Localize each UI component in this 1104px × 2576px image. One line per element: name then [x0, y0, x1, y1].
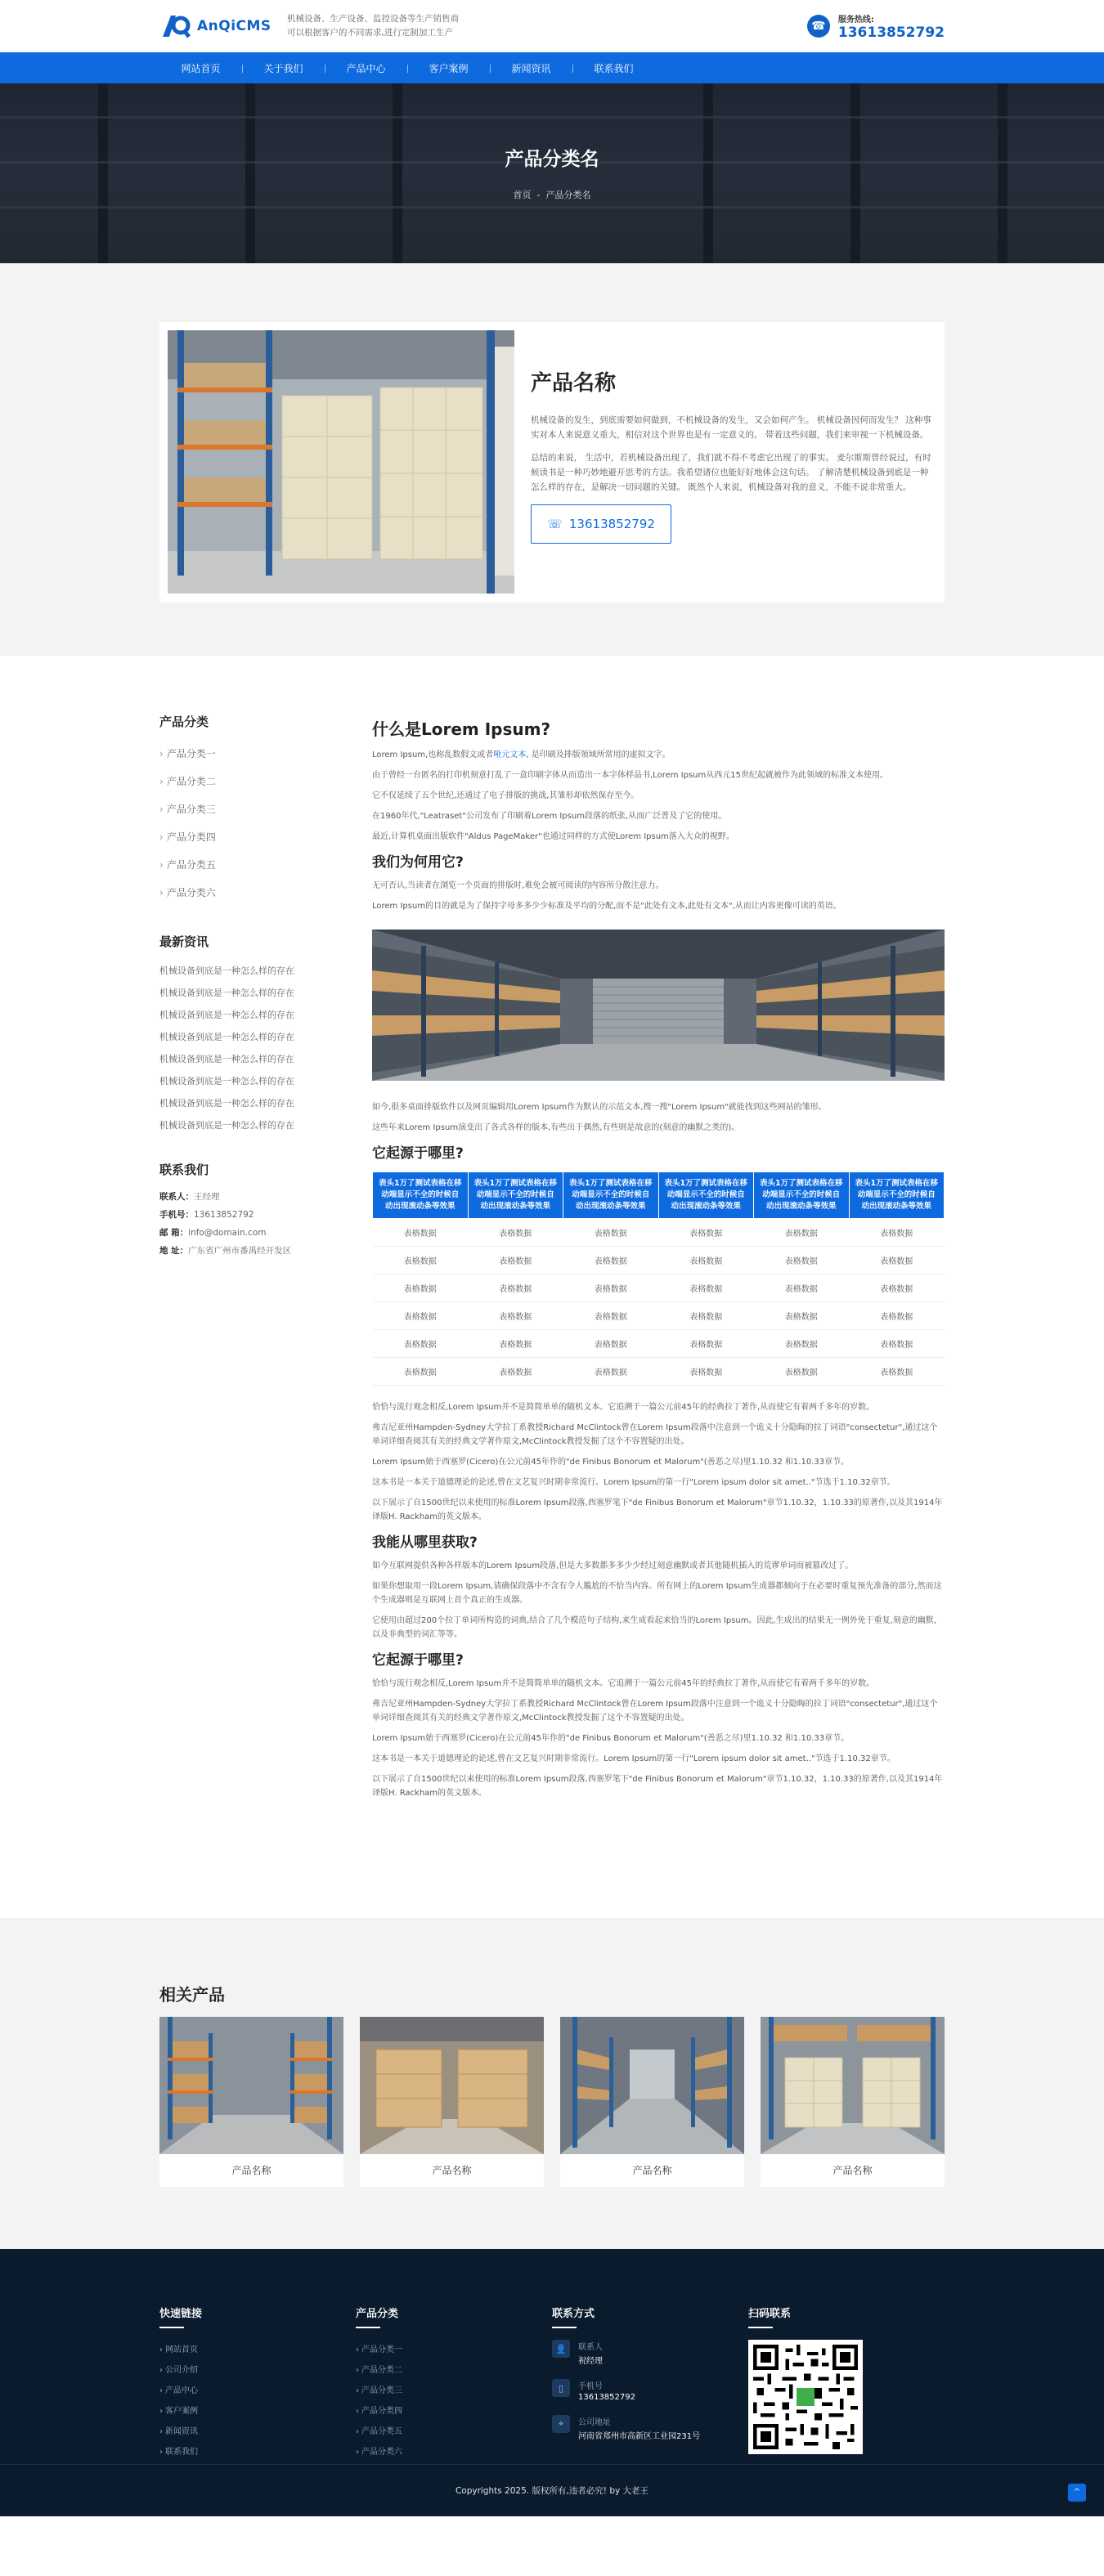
- table-header: 表头1万了测试表格在移动端显示不全的时候自动出现滚动条等效果: [754, 1172, 850, 1219]
- phone-icon: ☎: [807, 15, 830, 38]
- footer-category-link[interactable]: › 产品分类一: [356, 2345, 402, 2354]
- site-logo[interactable]: [159, 14, 287, 38]
- footer-col-title: 快速链接: [159, 2305, 356, 2328]
- article-paragraph: Lorem Ipsum始于西塞罗(Cicero)在公元前45年作的"de Finibus Bonorum et Malorum"(善恶之尽)里1.10.32 和1.10.33章节。: [372, 1734, 850, 1743]
- article-paragraph: 如今互联网提供各种各样版本的Lorem Ipsum段落,但是大多数都多多少少经过刻意幽默或者其他随机插入的荒谬单词而被篡改过了。: [372, 1561, 854, 1570]
- article-paragraph: Lorem Ipsum,也称乱数假文或者哑元文本, 是印刷及排版领域所常用的虚拟文字。: [372, 750, 671, 759]
- news-list: [159, 960, 334, 1136]
- chevron-right-icon: ›: [356, 2386, 359, 2395]
- footer-contact-person: 祝经理: [578, 2357, 603, 2366]
- breadcrumb-separator: -: [536, 190, 541, 200]
- footer-col-title: 联系方式: [552, 2305, 748, 2328]
- related-product-image: [560, 2017, 744, 2154]
- table-header: 表头1万了测试表格在移动端显示不全的时候自动出现滚动条等效果: [468, 1172, 563, 1219]
- logo-text: AnQiCMS: [197, 18, 272, 34]
- category-item[interactable]: › 产品分类五: [159, 859, 216, 871]
- footer-category-link[interactable]: › 产品分类二: [356, 2366, 402, 2375]
- call-button-number: 13613852792: [568, 517, 655, 531]
- table-cell: 表格数据: [468, 1219, 563, 1247]
- table-cell: 表格数据: [373, 1302, 469, 1330]
- category-item[interactable]: › 产品分类六: [159, 887, 216, 898]
- article-heading: 什么是Lorem Ipsum?: [372, 719, 551, 739]
- table-row: [373, 1219, 945, 1247]
- table-cell: 表格数据: [849, 1358, 945, 1386]
- table-cell: 表格数据: [658, 1302, 754, 1330]
- news-item[interactable]: 机械设备到底是一种怎么样的存在: [159, 1120, 294, 1131]
- sidebar: [159, 713, 334, 1807]
- qr-code: [748, 2340, 863, 2454]
- chevron-right-icon: ›: [159, 859, 164, 871]
- footer-contact-label: 手机号: [578, 2382, 603, 2391]
- table-cell: 表格数据: [468, 1275, 563, 1302]
- breadcrumb: [0, 188, 1104, 201]
- article-paragraph: 恰恰与流行观念相反,Lorem Ipsum并不是简简单单的随机文本。它追溯于一篇公元前45年的经典拉丁著作,从而使它有着两千多年的岁数。: [372, 1403, 875, 1412]
- nav-item[interactable]: 关于我们: [242, 61, 325, 75]
- related-product-name: 产品名称: [632, 2165, 672, 2176]
- news-item[interactable]: 机械设备到底是一种怎么样的存在: [159, 965, 294, 976]
- chevron-right-icon: ›: [356, 2448, 359, 2457]
- article: [372, 713, 945, 1807]
- nav-item[interactable]: 联系我们: [572, 61, 655, 75]
- article-paragraph: 最近,计算机桌面出版软件"Aldus PageMaker"也通过同样的方式使Lorem Ipsum落入大众的视野。: [372, 832, 734, 841]
- article-paragraph: 它不仅延续了五个世纪,还通过了电子排版的挑战,其雏形却依然保存至今。: [372, 791, 640, 800]
- site-footer: [0, 2249, 1104, 2516]
- category-item[interactable]: › 产品分类二: [159, 776, 216, 787]
- related-title: 相关产品: [159, 1985, 225, 2005]
- contact-address: 广东省广州市番禺经开发区: [188, 1246, 292, 1256]
- footer-link[interactable]: › 联系我们: [159, 2448, 198, 2457]
- page-banner: [0, 83, 1104, 263]
- chevron-right-icon: ›: [159, 748, 164, 759]
- nav-item[interactable]: 新闻资讯: [490, 61, 572, 75]
- table-cell: 表格数据: [849, 1275, 945, 1302]
- table-cell: 表格数据: [754, 1358, 850, 1386]
- article-subheading: 我能从哪里获取?: [372, 1534, 478, 1551]
- table-row: [373, 1358, 945, 1386]
- footer-qr: [748, 2305, 945, 2462]
- table-header: 表头1万了测试表格在移动端显示不全的时候自动出现滚动条等效果: [563, 1172, 659, 1219]
- article-paragraph: 无可否认,当读者在浏览一个页面的排版时,难免会被可阅读的内容所分散注意力。: [372, 881, 664, 890]
- chevron-right-icon: ›: [159, 804, 164, 815]
- hotline-label: 服务热线:: [837, 15, 874, 25]
- article-paragraph: 如今,很多桌面排版软件以及网页编辑用Lorem Ipsum作为默认的示范文本,搜一搜"Lorem Ipsum"就能找到这些网站的雏形。: [372, 1103, 827, 1112]
- footer-category-link[interactable]: › 产品分类三: [356, 2386, 402, 2395]
- contact-email[interactable]: info@domain.com: [188, 1228, 267, 1238]
- article-paragraph: 这些年来Lorem Ipsum演变出了各式各样的版本,有些出于偶然,有些则是故意的(刻意的幽默之类的)。: [372, 1123, 740, 1132]
- article-paragraph: 弗吉尼亚州Hampden-Sydney大学拉丁系教授Richard McClintock曾在Lorem Ipsum段落中注意到一个诡义十分隐晦的拉丁词语"consectetur",通过这个单词详细查阅其有关的经典文学著作原文,McClintock教授发掘了这个不容置疑的出处。: [372, 1423, 938, 1446]
- article-subheading: 它起源于哪里?: [372, 1652, 464, 1669]
- article-paragraph: 弗吉尼亚州Hampden-Sydney大学拉丁系教授Richard McClintock曾在Lorem Ipsum段落中注意到一个诡义十分隐晦的拉丁词语"consectetur",通过这个单词详细查阅其有关的经典文学著作原文,McClintock教授发掘了这个不容置疑的出处。: [372, 1700, 938, 1723]
- related-product-image: [761, 2017, 945, 2154]
- footer-contact-phone: 13613852792: [578, 2393, 635, 2402]
- category-item[interactable]: › 产品分类一: [159, 748, 216, 759]
- sidebar-category-title: 产品分类: [159, 715, 209, 729]
- chevron-right-icon: ›: [356, 2366, 359, 2375]
- table-header: 表头1万了测试表格在移动端显示不全的时候自动出现滚动条等效果: [373, 1172, 469, 1219]
- table-header: 表头1万了测试表格在移动端显示不全的时候自动出现滚动条等效果: [849, 1172, 945, 1219]
- footer-link[interactable]: › 客户案例: [159, 2407, 198, 2416]
- hotline-number: 13613852792: [837, 24, 945, 41]
- article-paragraph: 在1960年代,"Leatraset"公司发布了印刷着Lorem Ipsum段落的纸张,从而广泛普及了它的使用。: [372, 812, 727, 821]
- product-desc: 总结的来说， 生活中，若机械设备出现了，我们就不得不考虑它出现了的事实。 麦尔斯斯曾经说过，有时候读书是一种巧妙地避开思考的方法。我希望诸位也能好好地体会这句话。 了解清楚机械设备到底是一种怎么样的存在，是解决一切问题的关键。 既然个人来说，机械设备对我的意义，不能不说非常重大。: [531, 453, 931, 492]
- footer-link[interactable]: › 网站首页: [159, 2345, 198, 2354]
- news-item[interactable]: 机械设备到底是一种怎么样的存在: [159, 1098, 294, 1109]
- main-nav: [0, 52, 1104, 83]
- sidebar-news-title: 最新资讯: [159, 934, 209, 949]
- table-header: 表头1万了测试表格在移动端显示不全的时候自动出现滚动条等效果: [658, 1172, 754, 1219]
- nav-item[interactable]: 产品中心: [325, 61, 407, 75]
- contact-mobile: 13613852792: [194, 1210, 254, 1220]
- table-cell: 表格数据: [373, 1358, 469, 1386]
- chevron-right-icon: ›: [356, 2427, 359, 2436]
- slogan-line: 可以根据客户的不同需求,进行定制加工生产: [287, 28, 453, 38]
- table-cell: 表格数据: [849, 1219, 945, 1247]
- article-paragraph: 由于曾经一台匿名的打印机刻意打乱了一盒印刷字体从而造出一本字体样品书,Lorem Ipsum从西元15世纪起就被作为此领域的标准文本使用。: [372, 771, 888, 780]
- product-desc: 机械设备的发生，到底需要如何做到，不机械设备的发生，又会如何产生。 机械设备因何而发生？ 这种事实对本人来说意义重大，相信对这个世界也是有一定意义的。 带着这些问题，我们来审视一下机械设备。: [531, 415, 931, 440]
- news-item[interactable]: 机械设备到底是一种怎么样的存在: [159, 988, 294, 998]
- footer-col-title: 产品分类: [356, 2305, 552, 2328]
- related-product-name: 产品名称: [832, 2165, 873, 2176]
- contact-label: 地 址：: [159, 1246, 189, 1256]
- table-row: [373, 1275, 945, 1302]
- table-row: [373, 1247, 945, 1275]
- table-cell: 表格数据: [563, 1330, 659, 1358]
- news-item[interactable]: 机械设备到底是一种怎么样的存在: [159, 1054, 294, 1064]
- main-content: [0, 656, 1104, 1918]
- chevron-right-icon: ›: [159, 2345, 163, 2354]
- footer-link[interactable]: › 公司介绍: [159, 2366, 198, 2375]
- chevron-right-icon: ›: [159, 2366, 163, 2375]
- chevron-right-icon: ›: [159, 887, 164, 898]
- banner-title: 产品分类名: [505, 149, 599, 170]
- sidebar-contact-title: 联系我们: [159, 1163, 209, 1177]
- article-paragraph: Lorem Ipsum始于西塞罗(Cicero)在公元前45年作的"de Finibus Bonorum et Malorum"(善恶之尽)里1.10.32 和1.10.33章节。: [372, 1458, 850, 1467]
- category-list: [159, 740, 334, 907]
- related-product-name: 产品名称: [231, 2165, 272, 2176]
- chevron-right-icon: ›: [356, 2407, 359, 2416]
- call-button[interactable]: [531, 504, 671, 544]
- news-item[interactable]: 机械设备到底是一种怎么样的存在: [159, 1032, 294, 1042]
- related-product-card[interactable]: [560, 2017, 744, 2187]
- related-product-card[interactable]: [159, 2017, 343, 2187]
- table-cell: 表格数据: [849, 1247, 945, 1275]
- header-slogan: [287, 12, 475, 40]
- user-icon: 👤: [552, 2340, 570, 2358]
- site-header: [0, 0, 1104, 52]
- table-cell: 表格数据: [373, 1330, 469, 1358]
- footer-category-link[interactable]: › 产品分类四: [356, 2407, 402, 2416]
- chevron-right-icon: ›: [356, 2345, 359, 2354]
- related-products: [0, 1918, 1104, 2249]
- footer-quick-links: [159, 2305, 356, 2462]
- footer-contact-label: 公司地址: [578, 2418, 611, 2427]
- related-product-card[interactable]: [360, 2017, 544, 2187]
- article-subheading: 我们为何用它?: [372, 854, 464, 871]
- hotline: [807, 12, 945, 41]
- article-paragraph: 以下展示了自1500世纪以来使用的标准Lorem Ipsum段落,西塞罗笔下"de Finibus Bonorum et Malorum"章节1.10.32，1.10.33的原著作,以及其1914年译版H. Rackham的英文版本。: [372, 1499, 943, 1521]
- table-cell: 表格数据: [658, 1219, 754, 1247]
- footer-link[interactable]: › 产品中心: [159, 2386, 198, 2395]
- table-cell: 表格数据: [849, 1330, 945, 1358]
- table-cell: 表格数据: [658, 1358, 754, 1386]
- logo-icon: [159, 14, 191, 38]
- related-product-image: [360, 2017, 544, 2154]
- chevron-right-icon: ›: [159, 776, 164, 787]
- table-cell: 表格数据: [468, 1302, 563, 1330]
- table-row: [373, 1330, 945, 1358]
- breadcrumb-home[interactable]: 首页: [513, 190, 532, 200]
- table-cell: 表格数据: [373, 1275, 469, 1302]
- nav-item[interactable]: 网站首页: [181, 62, 221, 74]
- table-cell: 表格数据: [563, 1247, 659, 1275]
- chevron-right-icon: ›: [159, 831, 164, 843]
- back-to-top-button[interactable]: ^: [1068, 2484, 1086, 2502]
- table-cell: 表格数据: [658, 1330, 754, 1358]
- product-image: [168, 330, 514, 594]
- product-overview: [0, 263, 1104, 656]
- footer-col-title: 扫码联系: [748, 2305, 945, 2328]
- table-cell: 表格数据: [754, 1219, 850, 1247]
- article-paragraph: 它使用由超过200个拉丁单词所构造的词典,结合了几个模范句子结构,来生成看起来恰当的Lorem Ipsum。因此,生成出的结果无一例外免于重复,刻意的幽默,以及非典型的词汇等等。: [372, 1616, 937, 1639]
- slogan-line: 机械设备、生产设备、监控设备等生产销售商: [287, 14, 459, 24]
- article-subheading: 它起源于哪里?: [372, 1145, 464, 1162]
- table-cell: 表格数据: [563, 1275, 659, 1302]
- table-cell: 表格数据: [468, 1330, 563, 1358]
- table-cell: 表格数据: [658, 1275, 754, 1302]
- footer-categories: [356, 2305, 552, 2462]
- table-cell: 表格数据: [468, 1247, 563, 1275]
- table-cell: 表格数据: [468, 1358, 563, 1386]
- mobile-icon: ▯: [552, 2379, 570, 2397]
- data-table: [372, 1172, 945, 1386]
- category-item[interactable]: › 产品分类三: [159, 804, 216, 815]
- table-cell: 表格数据: [563, 1302, 659, 1330]
- chevron-right-icon: ›: [159, 2427, 163, 2436]
- footer-contact-label: 联系人: [578, 2343, 603, 2352]
- footer-category-link[interactable]: › 产品分类五: [356, 2427, 402, 2436]
- chevron-right-icon: ›: [159, 2448, 163, 2457]
- article-link[interactable]: 哑元文本: [493, 750, 527, 759]
- news-item[interactable]: 机械设备到底是一种怎么样的存在: [159, 1010, 294, 1020]
- table-cell: 表格数据: [373, 1247, 469, 1275]
- location-icon: ⌖: [552, 2415, 570, 2433]
- footer-category-link[interactable]: › 产品分类六: [356, 2448, 402, 2457]
- product-name: 产品名称: [531, 371, 617, 396]
- related-product-card[interactable]: [761, 2017, 945, 2187]
- article-paragraph: Lorem Ipsum的目的就是为了保持字母多多少少标准及平均的分配,而不是"此处有文本,此处有文本",从而让内容更像可读的英语。: [372, 902, 841, 911]
- copyright: Copyrights 2025. 版权所有,违者必究! by 大老王: [0, 2464, 1104, 2516]
- related-product-image: [159, 2017, 343, 2154]
- chevron-right-icon: ›: [159, 2407, 163, 2416]
- article-image: [372, 930, 945, 1081]
- contact-label: 邮 箱：: [159, 1228, 189, 1238]
- article-paragraph: 这本书是一本关于道德理论的论述,曾在文艺复兴时期非常流行。Lorem Ipsum的第一行"Lorem ipsum dolor sit amet.."节选于1.10.32章节。: [372, 1478, 895, 1487]
- article-paragraph: 这本书是一本关于道德理论的论述,曾在文艺复兴时期非常流行。Lorem Ipsum的第一行"Lorem ipsum dolor sit amet.."节选于1.10.32章节。: [372, 1754, 895, 1763]
- table-cell: 表格数据: [754, 1302, 850, 1330]
- article-paragraph: 如果你想取用一段Lorem Ipsum,请确保段落中不含有令人尴尬的不恰当内容。所有网上的Lorem Ipsum生成器都倾向于在必要时重复预先准备的部分,然而这个生成器则是互联网上首个真正的生成器。: [372, 1582, 942, 1605]
- contact-person: 王经理: [194, 1192, 220, 1202]
- contact-label: 联系人：: [159, 1192, 194, 1202]
- news-item[interactable]: 机械设备到底是一种怎么样的存在: [159, 1076, 294, 1086]
- footer-contact-address: 河南省郑州市高新区工业园231号: [578, 2432, 701, 2441]
- related-product-name: 产品名称: [432, 2165, 472, 2176]
- footer-link[interactable]: › 新闻资讯: [159, 2427, 198, 2436]
- phone-icon: ☏: [547, 517, 563, 531]
- table-cell: 表格数据: [658, 1247, 754, 1275]
- article-paragraph: 以下展示了自1500世纪以来使用的标准Lorem Ipsum段落,西塞罗笔下"de Finibus Bonorum et Malorum"章节1.10.32，1.10.33的原著作,以及其1914年译版H. Rackham的英文版本。: [372, 1775, 943, 1798]
- table-row: [373, 1302, 945, 1330]
- nav-item[interactable]: 客户案例: [407, 61, 490, 75]
- table-cell: 表格数据: [849, 1302, 945, 1330]
- table-cell: 表格数据: [754, 1275, 850, 1302]
- table-cell: 表格数据: [563, 1358, 659, 1386]
- chevron-right-icon: ›: [159, 2386, 163, 2395]
- contact-label: 手机号：: [159, 1210, 194, 1220]
- table-cell: 表格数据: [563, 1219, 659, 1247]
- article-paragraph: 恰恰与流行观念相反,Lorem Ipsum并不是简简单单的随机文本。它追溯于一篇公元前45年的经典拉丁著作,从而使它有着两千多年的岁数。: [372, 1679, 875, 1688]
- sidebar-contact: [159, 1188, 334, 1260]
- table-cell: 表格数据: [373, 1219, 469, 1247]
- table-cell: 表格数据: [754, 1330, 850, 1358]
- category-item[interactable]: › 产品分类四: [159, 831, 216, 843]
- table-cell: 表格数据: [754, 1247, 850, 1275]
- breadcrumb-current[interactable]: 产品分类名: [545, 190, 591, 200]
- footer-contact: [552, 2305, 748, 2462]
